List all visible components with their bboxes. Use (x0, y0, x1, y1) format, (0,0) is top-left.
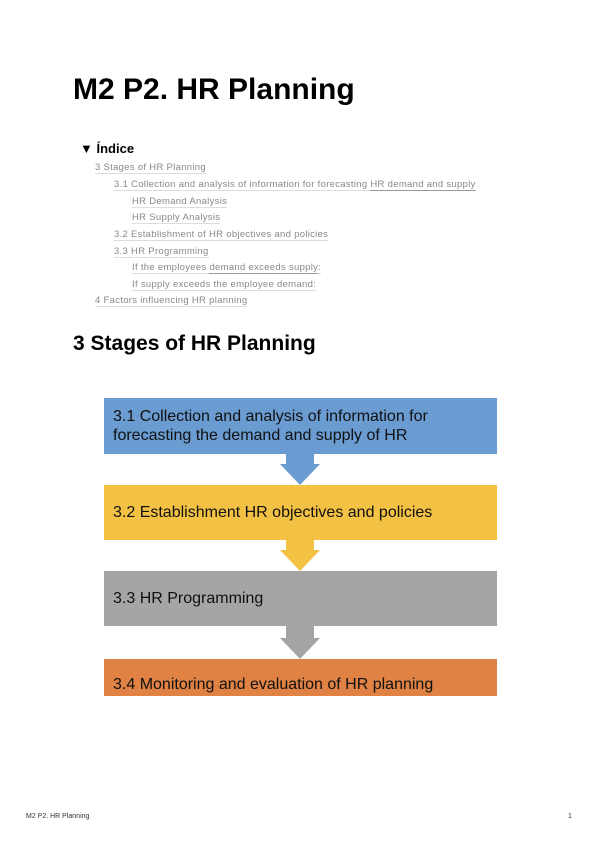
index-title: Índice (96, 141, 135, 156)
index-toggle[interactable] (80, 141, 134, 156)
section-heading: 3 Stages of HR Planning (73, 332, 316, 355)
footer-title: M2 P2. HR Planning (26, 813, 90, 820)
toc-item[interactable] (114, 179, 476, 191)
toc-link[interactable]: HR demand and supply (370, 179, 476, 190)
toc-item[interactable]: 3.3 HR Programming (114, 246, 209, 257)
step-box-1 (104, 398, 497, 454)
page-title: M2 P2. HR Planning (73, 73, 355, 106)
step-box-2 (104, 485, 497, 540)
triangle-down-icon: ▼ (80, 141, 93, 156)
toc-item[interactable]: HR Demand Analysis (132, 196, 228, 207)
arrow-down-icon (280, 626, 320, 659)
step-label: 3.4 Monitoring and evaluation of HR planning (113, 676, 434, 693)
toc-item[interactable]: If supply exceeds the employee demand: (132, 279, 317, 290)
arrow-down-icon (280, 540, 320, 571)
page-number: 1 (568, 813, 572, 820)
step-box-4 (104, 659, 497, 696)
arrow-down-icon (280, 454, 320, 485)
toc-item[interactable]: HR Supply Analysis (132, 212, 221, 223)
step-label: 3.3 HR Programming (113, 590, 264, 607)
toc-item-text: If the employees (132, 262, 210, 273)
toc-item[interactable]: 3 Stages of HR Planning (95, 162, 206, 173)
toc-item-text: 3.1 Collection and analysis of information for forecasting (114, 179, 371, 190)
toc-item-suffix: : (318, 262, 322, 273)
step-box-3 (104, 571, 497, 626)
toc-link[interactable]: demand exceeds supply (209, 262, 319, 273)
toc-item[interactable] (132, 262, 321, 274)
step-label: 3.2 Establishment HR objectives and policies (113, 504, 433, 521)
toc-item[interactable]: 3.2 Establishment of HR objectives and policies (114, 229, 329, 240)
step-label: 3.1 Collection and analysis of information for forecasting the demand and supply of HR (113, 408, 428, 444)
toc-item[interactable]: 4 Factors influencing HR planning (95, 295, 248, 306)
